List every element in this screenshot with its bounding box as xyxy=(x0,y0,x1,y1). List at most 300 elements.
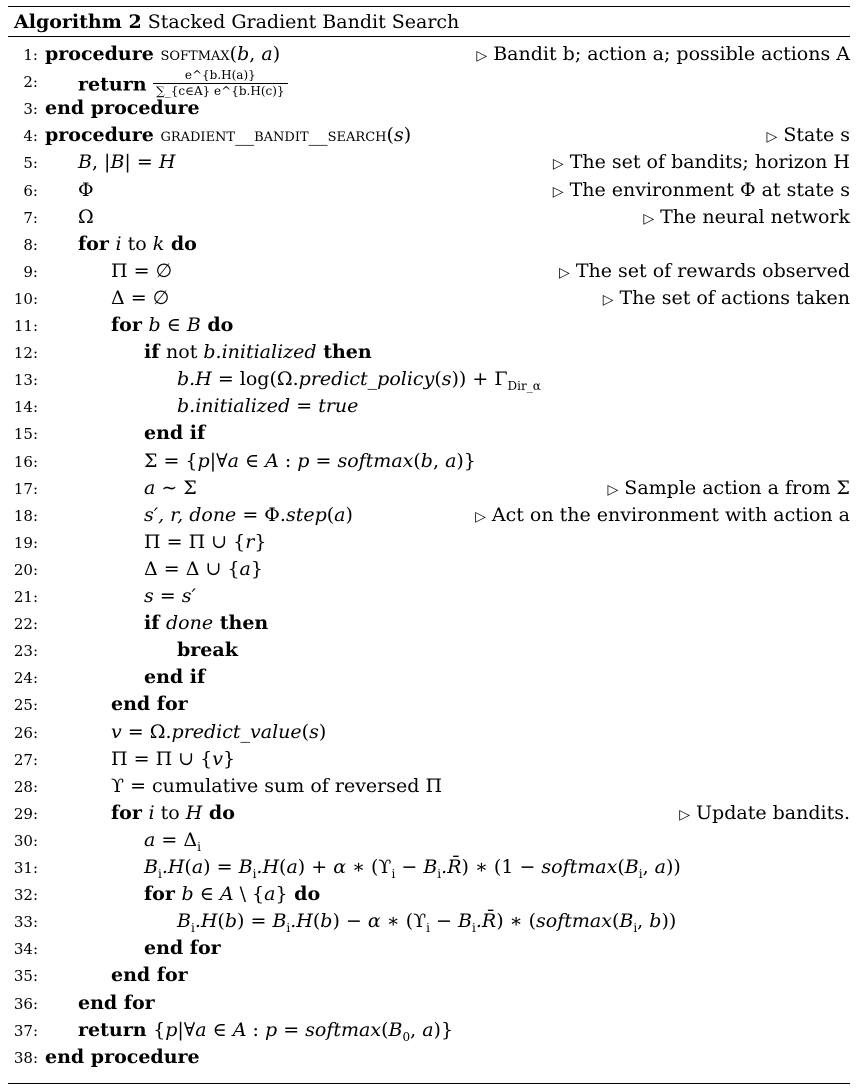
line-number: 10: xyxy=(13,289,38,308)
line-number: 12: xyxy=(13,344,38,363)
comment-triangle-icon: ▷ xyxy=(559,264,570,281)
keyword: do xyxy=(200,314,234,336)
code-text: | = xyxy=(124,151,159,174)
math-symbol: i xyxy=(148,801,155,824)
line-code xyxy=(78,1019,453,1044)
code-text: ( xyxy=(386,124,394,147)
math-symbol: B xyxy=(78,151,92,174)
code-text: } xyxy=(250,557,263,580)
comment-text: State s xyxy=(777,124,850,147)
line-number: 36: xyxy=(13,994,38,1013)
comment-triangle-icon: ▷ xyxy=(552,183,564,200)
line-code xyxy=(111,693,188,715)
code-text: ) xyxy=(345,503,353,526)
algorithm-line xyxy=(8,259,850,286)
line-comment xyxy=(475,504,850,526)
line-comment xyxy=(607,477,850,499)
math-symbol: . xyxy=(441,856,448,878)
comment-triangle-icon: ▷ xyxy=(643,210,655,227)
comment-text: The set of rewards observed xyxy=(569,259,850,282)
comment-triangle-icon: ▷ xyxy=(475,508,486,525)
bottom-rule xyxy=(8,1083,850,1084)
keyword: if xyxy=(144,612,167,635)
algorithm-line xyxy=(8,882,850,909)
code-text: ( xyxy=(326,503,335,526)
math-symbol: H xyxy=(185,801,203,824)
subscript: i xyxy=(471,920,476,935)
code-text: ∈ xyxy=(193,883,220,906)
algorithm-line xyxy=(8,42,850,69)
line-code xyxy=(177,639,238,661)
line-number: 25: xyxy=(13,696,38,715)
keyword: then xyxy=(213,612,269,635)
code-text: } xyxy=(222,747,236,770)
top-rule xyxy=(8,6,850,7)
comment-triangle-icon: ▷ xyxy=(679,806,690,823)
keyword: for xyxy=(144,883,182,906)
code-text: ) = xyxy=(203,856,239,878)
math-symbol: b xyxy=(181,883,194,906)
algorithm-line xyxy=(8,96,850,123)
math-symbol: a xyxy=(239,557,251,580)
code-text: ( xyxy=(217,910,225,933)
math-symbol: b xyxy=(148,314,161,336)
code-text: ) ∗ ( xyxy=(496,910,537,933)
math-symbol: i xyxy=(115,232,122,255)
line-code xyxy=(144,558,263,580)
math-symbol: .H xyxy=(161,856,185,878)
code-text: ϒ = cumulative sum of reversed Π xyxy=(111,774,443,797)
math-symbol: softmax xyxy=(337,449,414,472)
keyword: end for xyxy=(78,991,155,1014)
code-text: Δ = Δ ∪ { xyxy=(144,557,240,580)
keyword: for xyxy=(78,232,116,255)
fraction xyxy=(153,68,287,99)
code-text: )) xyxy=(661,910,677,933)
math-symbol: r xyxy=(245,530,255,553)
line-code xyxy=(111,802,235,824)
code-text: ( xyxy=(184,856,192,878)
line-number: 3: xyxy=(23,100,38,119)
line-code xyxy=(177,395,358,417)
math-symbol: . xyxy=(475,910,482,933)
keyword: break xyxy=(177,639,238,662)
code-text: : xyxy=(246,1018,265,1041)
line-comment xyxy=(767,124,850,146)
math-symbol: softmax xyxy=(305,1018,382,1041)
math-symbol: B xyxy=(619,910,634,933)
math-symbol: B xyxy=(238,856,253,878)
line-number: 28: xyxy=(13,777,38,796)
subscript: i xyxy=(252,866,257,881)
line-number: 38: xyxy=(13,1048,38,1067)
code-text: Φ xyxy=(78,178,94,201)
algorithm-line xyxy=(8,774,850,801)
line-comment xyxy=(643,206,850,228)
line-code xyxy=(177,368,541,393)
code-text: } xyxy=(254,530,267,553)
line-code xyxy=(144,531,266,553)
math-symbol: B xyxy=(272,910,287,933)
code-text: = xyxy=(309,449,338,472)
line-code xyxy=(45,97,200,119)
code-text: { xyxy=(153,1018,166,1041)
math-symbol: b xyxy=(224,910,238,933)
code-text: ( xyxy=(279,856,287,878)
code-text: ( xyxy=(301,720,310,743)
code-text: = log(Ω. xyxy=(211,368,299,391)
line-code xyxy=(144,856,681,881)
code-text: , xyxy=(249,43,262,65)
subscript: i xyxy=(437,866,442,881)
code-text: |∀ xyxy=(177,1018,196,1041)
line-number: 26: xyxy=(13,723,38,742)
line-comment xyxy=(559,260,850,282)
caption-label: Algorithm 2 xyxy=(14,11,142,33)
keyword: then xyxy=(316,341,372,364)
algorithm-line xyxy=(8,503,850,530)
algorithm-line xyxy=(8,394,850,421)
line-number: 29: xyxy=(13,804,38,823)
subscript: Dir_α xyxy=(507,378,541,393)
math-symbol: B xyxy=(458,910,472,933)
math-symbol: B xyxy=(177,910,191,933)
keyword: do xyxy=(287,883,321,906)
line-code xyxy=(144,585,196,607)
math-symbol: B xyxy=(423,856,438,878)
line-number: 8: xyxy=(23,235,38,254)
subscript: i xyxy=(638,866,643,881)
math-symbol: k xyxy=(152,232,165,255)
code-text: } xyxy=(275,883,288,906)
code-text: = Δ xyxy=(155,828,198,851)
algorithm-line xyxy=(8,747,850,774)
line-code xyxy=(177,910,676,935)
code-text: Σ = { xyxy=(144,449,198,472)
math-symbol: s xyxy=(393,124,404,147)
math-symbol: B xyxy=(624,856,639,878)
math-symbol: a xyxy=(227,449,239,472)
line-number: 30: xyxy=(13,831,38,850)
line-number: 24: xyxy=(13,669,38,688)
line-number: 32: xyxy=(13,886,38,905)
comment-triangle-icon: ▷ xyxy=(552,156,564,173)
code-text: − xyxy=(395,856,424,878)
algorithm-line xyxy=(8,205,850,232)
code-text: ) xyxy=(403,124,412,147)
line-number: 11: xyxy=(13,317,38,335)
algorithm-line xyxy=(8,68,850,99)
math-symbol: .H xyxy=(256,856,280,878)
code-text: ∈ xyxy=(206,1018,233,1041)
keyword: do xyxy=(202,801,235,824)
code-text: Δ = ∅ xyxy=(111,286,170,309)
algorithm-box xyxy=(8,6,850,1085)
keyword: procedure xyxy=(45,124,161,147)
math-symbol: softmax xyxy=(536,910,612,933)
comment-text: The neural network xyxy=(654,205,850,228)
math-symbol: .H xyxy=(194,910,218,933)
algorithm-line xyxy=(8,720,850,747)
code-text: − xyxy=(430,910,459,933)
code-text: )) + Γ xyxy=(451,368,508,391)
math-symbol: p xyxy=(264,1018,278,1041)
line-number: 35: xyxy=(13,967,38,986)
line-number: 22: xyxy=(13,615,38,634)
math-symbol: a xyxy=(144,476,156,499)
algorithm-line xyxy=(8,150,850,177)
line-number: 16: xyxy=(13,452,38,471)
algorithm-line xyxy=(8,611,850,638)
math-symbol: s xyxy=(309,720,319,743)
code-text: , xyxy=(642,856,655,878)
algorithm-line xyxy=(8,449,850,476)
keyword: end if xyxy=(144,666,206,689)
code-text: = xyxy=(277,1018,306,1041)
code-text: ∈ xyxy=(238,449,266,472)
keyword: return xyxy=(78,73,154,96)
math-symbol: softmax xyxy=(541,856,618,878)
line-number: 9: xyxy=(23,262,38,281)
math-symbol: b.initialized xyxy=(203,341,317,364)
caption-rule xyxy=(8,36,850,37)
algorithm-line xyxy=(8,476,850,503)
code-text: to xyxy=(154,801,186,824)
line-code xyxy=(111,260,172,282)
keyword: end for xyxy=(111,964,188,987)
code-text: ∗ (ϒ xyxy=(346,856,392,878)
comment-text: Act on the environment with action a xyxy=(485,503,850,526)
code-text: ∗ (ϒ xyxy=(380,910,427,933)
math-symbol: b xyxy=(649,910,662,933)
code-text: , xyxy=(410,1018,423,1041)
code-text: = Φ. xyxy=(236,503,286,526)
comment-text: Update bandits. xyxy=(689,801,850,824)
math-symbol: a xyxy=(286,856,298,878)
algorithm-line xyxy=(8,909,850,936)
code-text: ( xyxy=(617,856,625,878)
code-text: Π = Π ∪ { xyxy=(111,747,213,770)
code-text: ( xyxy=(413,449,421,472)
math-symbol: B xyxy=(186,314,201,336)
algorithm-line xyxy=(8,421,850,448)
comment-triangle-icon: ▷ xyxy=(476,48,488,64)
math-symbol: p xyxy=(297,449,310,472)
line-code xyxy=(144,883,320,905)
code-text: ) xyxy=(272,43,281,65)
math-symbol: a xyxy=(654,856,666,878)
keyword: if xyxy=(144,341,167,364)
math-symbol: α xyxy=(333,856,347,878)
code-text: Π = ∅ xyxy=(111,259,173,282)
algorithm-line xyxy=(8,638,850,665)
math-symbol: true xyxy=(318,395,359,418)
math-symbol: s′ xyxy=(181,585,196,607)
line-code xyxy=(111,287,169,309)
subscript: i xyxy=(426,920,431,935)
line-number: 15: xyxy=(13,425,38,444)
subscript: i xyxy=(197,839,201,854)
algorithm-line xyxy=(8,530,850,557)
line-code xyxy=(144,829,201,854)
comment-triangle-icon: ▷ xyxy=(766,129,778,146)
algorithm-line xyxy=(8,963,850,990)
keyword: for xyxy=(111,801,149,824)
line-number: 18: xyxy=(13,506,38,525)
keyword: end procedure xyxy=(45,97,200,120)
line-number: 21: xyxy=(13,588,38,606)
line-code xyxy=(144,666,205,688)
comment-text: The set of actions taken xyxy=(613,286,850,309)
math-symbol: a xyxy=(195,1018,207,1041)
algorithm-line xyxy=(8,286,850,313)
math-symbol: b xyxy=(320,910,333,933)
math-symbol: step xyxy=(285,503,327,526)
keyword: end for xyxy=(111,693,188,716)
algorithm-line xyxy=(8,232,850,259)
line-code xyxy=(144,341,372,363)
code-text: Ω xyxy=(78,205,94,228)
subscript: 0 xyxy=(402,1029,411,1044)
procedure-name: gradient__bandit__search xyxy=(160,124,387,147)
code-text: = xyxy=(290,395,319,418)
code-text: ) ∗ (1 − xyxy=(461,856,542,878)
code-text: ) xyxy=(318,720,327,743)
line-code xyxy=(78,179,94,201)
code-text: \ { xyxy=(233,883,265,906)
math-symbol: α xyxy=(367,910,381,933)
line-number: 19: xyxy=(13,533,38,552)
math-symbol: a xyxy=(334,503,346,526)
line-code xyxy=(144,477,197,499)
line-code xyxy=(78,233,197,255)
line-code xyxy=(111,964,188,986)
math-symbol: B xyxy=(388,1018,403,1041)
line-code xyxy=(144,612,268,634)
line-number: 17: xyxy=(13,479,38,498)
algorithm-line xyxy=(8,936,850,963)
algorithm-caption xyxy=(14,11,459,33)
line-number: 34: xyxy=(13,940,38,959)
math-symbol: v xyxy=(111,720,122,743)
math-symbol: B xyxy=(110,151,125,174)
code-text: = Ω. xyxy=(121,720,172,743)
subscript: i xyxy=(391,866,396,881)
math-symbol: s′, r, done xyxy=(144,503,237,526)
code-text: : xyxy=(278,449,298,472)
math-symbol: b.initialized xyxy=(177,395,291,418)
line-number: 23: xyxy=(13,642,38,661)
subscript: i xyxy=(157,866,162,881)
algorithm-line xyxy=(8,991,850,1018)
line-number: 5: xyxy=(23,154,38,173)
code-text: ( xyxy=(434,368,442,391)
line-number: 7: xyxy=(23,208,38,227)
line-comment xyxy=(553,179,850,201)
line-code xyxy=(144,422,205,444)
code-text: ∼ Σ xyxy=(155,476,197,499)
algorithm-line xyxy=(8,855,850,882)
line-code xyxy=(111,721,326,743)
line-code xyxy=(45,43,280,65)
line-code xyxy=(45,1046,200,1068)
line-code xyxy=(111,775,442,797)
code-text: )) xyxy=(665,856,681,878)
line-comment xyxy=(476,43,850,65)
keyword: end for xyxy=(144,937,221,960)
math-symbol: a xyxy=(261,43,273,65)
math-symbol: A xyxy=(219,883,234,906)
line-number: 6: xyxy=(23,181,38,200)
math-symbol: s xyxy=(144,585,154,607)
algorithm-line xyxy=(8,584,850,611)
keyword: do xyxy=(164,232,197,255)
code-text: ) = xyxy=(237,910,273,933)
code-text: ) − xyxy=(332,910,368,933)
code-text: ( xyxy=(229,43,238,65)
line-number: 2: xyxy=(23,73,38,92)
line-number: 37: xyxy=(13,1021,38,1040)
line-code xyxy=(111,314,233,336)
code-text: to xyxy=(121,232,153,255)
algorithm-line xyxy=(8,123,850,150)
algorithm-line xyxy=(8,340,850,367)
algorithm-line xyxy=(8,801,850,828)
line-code xyxy=(45,124,411,146)
comment-triangle-icon: ▷ xyxy=(607,481,619,498)
comment-text: The environment Φ at state s xyxy=(563,178,850,201)
line-comment xyxy=(603,287,850,309)
keyword: for xyxy=(111,314,149,336)
line-code xyxy=(78,206,94,228)
algorithm-line xyxy=(8,557,850,584)
line-code xyxy=(144,450,476,472)
subscript: i xyxy=(633,920,638,935)
math-symbol: b xyxy=(237,43,250,65)
math-symbol: a xyxy=(445,449,457,472)
subscript: i xyxy=(286,920,291,935)
line-number: 20: xyxy=(13,560,38,579)
math-symbol: R̄ xyxy=(481,910,497,933)
line-number: 33: xyxy=(13,913,38,932)
code-text: )} xyxy=(433,1018,454,1041)
line-comment xyxy=(679,802,850,824)
algorithm-line xyxy=(8,367,850,394)
keyword: end if xyxy=(144,422,206,445)
math-symbol: B xyxy=(144,856,158,878)
math-symbol: H xyxy=(158,151,176,174)
math-symbol: predict_value xyxy=(171,720,302,743)
fraction-numerator: e^{b.H(a)} xyxy=(153,68,287,84)
line-number: 4: xyxy=(23,127,38,146)
comment-text: Sample action a from Σ xyxy=(618,476,850,499)
comment-text: The set of bandits; horizon H xyxy=(563,151,850,174)
math-symbol: A xyxy=(232,1018,247,1041)
math-symbol: R̄ xyxy=(447,856,462,878)
math-symbol: a xyxy=(264,883,276,906)
line-comment xyxy=(553,151,850,173)
code-text: = xyxy=(153,585,182,607)
math-symbol: p xyxy=(197,449,210,472)
line-code xyxy=(78,151,175,173)
line-number: 13: xyxy=(13,371,38,390)
subscript: i xyxy=(190,920,195,935)
line-code xyxy=(78,992,155,1014)
keyword: return xyxy=(78,1018,154,1041)
math-symbol: a xyxy=(191,856,204,878)
math-symbol: v xyxy=(212,747,223,770)
code-text: Π = Π ∪ { xyxy=(144,530,246,553)
